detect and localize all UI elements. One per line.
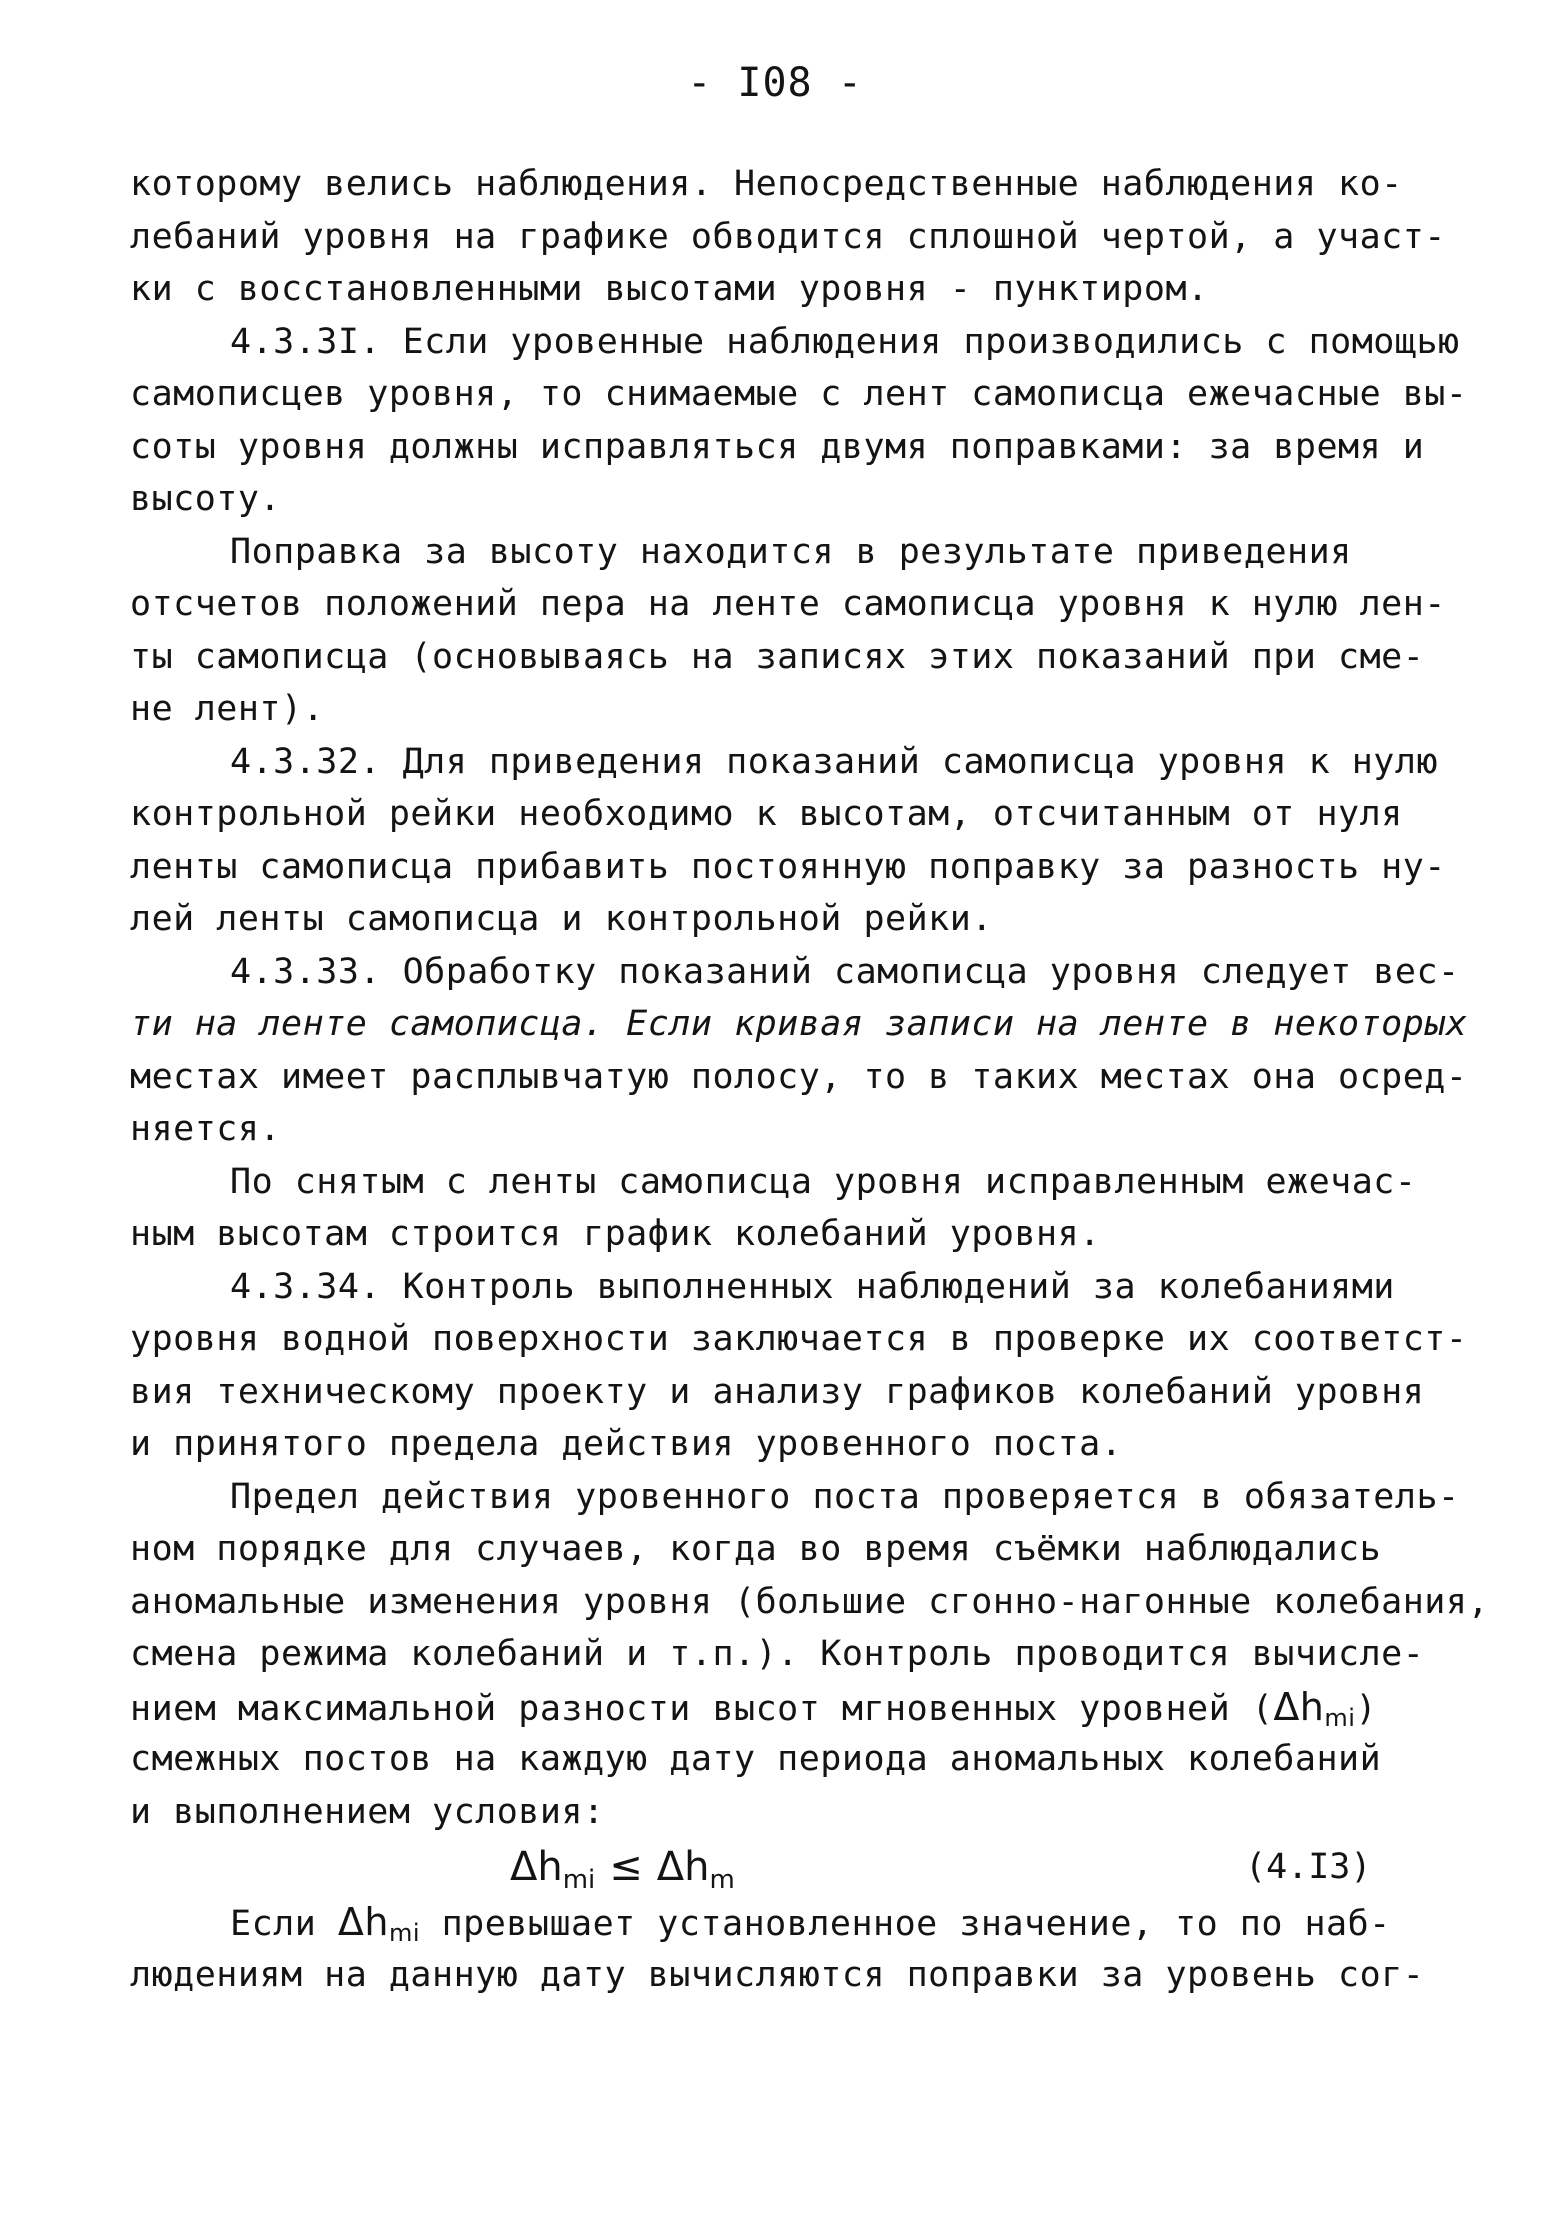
delta-h-mi-symbol: $\Delta h_{mi}$ [337,1900,421,1947]
text-line: смежных постов на каждую дату периода аномальных колебаний [130,1739,1382,1779]
text-line: ки с восстановленными высотами уровня - пунктиром. [130,269,1209,309]
text-line: вия техническому проекту и анализу графиков колебаний уровня [130,1371,1425,1412]
text-line: ном порядке для случаев, когда во время съёмки наблюдались [130,1529,1382,1569]
formula-number: (4.I3) [1245,1847,1372,1887]
text-line: местах имеет расплывчатую полосу, то в таких местах она осред- [130,1056,1468,1097]
text-line: которому велись наблюдения. Непосредственные наблюдения ко- [130,164,1403,204]
inequality-formula: $\Delta h_{mi} \le \Delta h_m$ [510,1844,735,1895]
text-line: няется. [130,1109,282,1149]
paragraph-start: Предел действия уровенного поста проверяется в обязатель- [230,1476,1460,1517]
text-line: ным высотам строится график колебаний уровня. [130,1214,1101,1254]
formula-4-13 [130,1838,1460,1896]
paragraph-4-3-34-heading: 4.3.34. Контроль выполненных наблюдений за колебаниями [230,1266,1395,1307]
text-line: ти на ленте самописца. Если кривая записи на ленте в некоторых [130,1004,1468,1044]
paragraph-4-3-33-heading: 4.3.33. Обработку показаний самописца уровня следует вес- [230,951,1460,992]
paragraph-4-3-32-heading: 4.3.32. Для приведения показаний самописца уровня к нулю [230,741,1439,782]
text-line: смена режима колебаний и т.п.). Контроль проводится вычисле- [130,1634,1425,1674]
text-line: лебаний уровня на графике обводится сплошной чертой, а участ- [130,216,1446,257]
text-line: высоту. [130,479,282,519]
text-line-with-math [130,1681,1460,1734]
text-line-prefix: нием максимальной разности высот мгновенных уровней ( [130,1688,1274,1729]
delta-h-mi-symbol: $\Delta h_{mi}$ [1273,1684,1356,1732]
text-line: ты самописца (основываясь на записях этих показаний при сме- [130,636,1425,677]
page-number: - I08 - [687,60,863,106]
text-line: отсчетов положений пера на ленте самописца уровня к нулю лен- [130,584,1446,624]
document-body [130,158,1490,2001]
closing-paren: ) [1355,1688,1378,1729]
paragraph-start: По снятым с ленты самописца уровня исправленным ежечас- [230,1161,1417,1202]
text-line: и выполнением условия: [130,1791,605,1832]
text-line: соты уровня должны исправляться двумя поправками: за время и [130,426,1425,467]
text-line: уровня водной поверхности заключается в проверке их соответст- [130,1319,1468,1359]
text-line: ленты самописца прибавить постоянную поправку за разность ну- [130,846,1446,887]
text-line: контрольной рейки необходимо к высотам, отсчитанным от нуля [130,794,1403,834]
paragraph-start: Поправка за высоту находится в результате приведения [230,531,1352,572]
paragraph-4-3-31-heading: 4.3.3I. Если уровенные наблюдения производились с помощью [230,321,1460,362]
text-line: и принятого предела действия уровенного поста. [130,1424,1123,1464]
text-line: людениям на данную дату вычисляются поправки за уровень сог- [130,1954,1425,1995]
text-line: лей ленты самописца и контрольной рейки. [130,899,993,939]
text-line: не лент). [130,689,325,729]
text-line: аномальные изменения уровня (большие сгонно-нагонные колебания, [130,1581,1490,1622]
text-line-with-math: Если $\Delta h_{mi}$ превышает установленное значение, то по наб- [230,1900,1391,1947]
text-line: самописцев уровня, то снимаемые с лент самописца ежечасные вы- [130,374,1468,414]
